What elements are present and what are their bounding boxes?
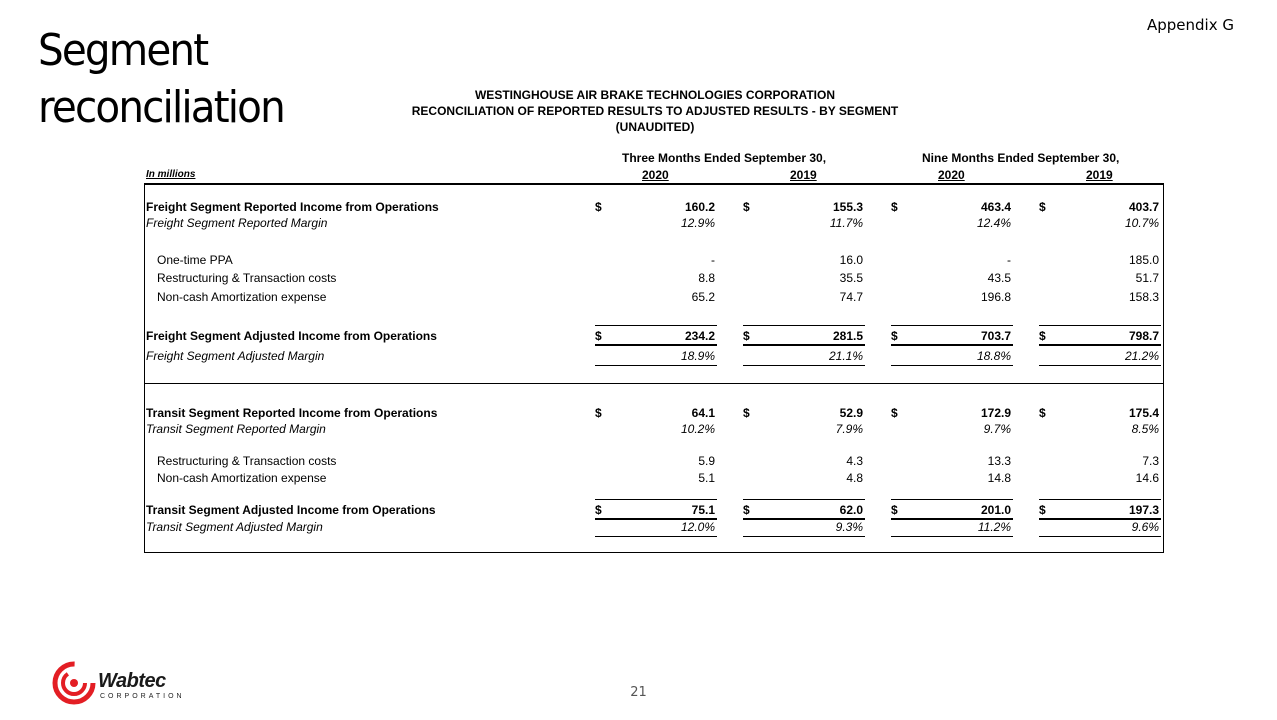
row-value: - (1007, 253, 1011, 267)
row-label: Restructuring & Transaction costs (157, 454, 337, 468)
logo-subtitle: CORPORATION (100, 693, 185, 700)
table-row (0, 329, 1277, 345)
table-frame (144, 183, 1164, 553)
currency-symbol: $ (595, 200, 602, 214)
row-value: 18.9% (680, 349, 715, 363)
table-row (0, 454, 1277, 470)
table-row (0, 503, 1277, 519)
unaudited-note: (UNAUDITED) (615, 120, 695, 134)
row-label: Transit Segment Reported Margin (146, 422, 326, 436)
row-value: 197.3 (1128, 503, 1159, 517)
year-col-2: 2019 (790, 168, 817, 182)
page-title (38, 22, 284, 136)
row-value: 11.7% (829, 216, 863, 230)
margin-underline (891, 365, 1013, 366)
table-row (0, 200, 1277, 216)
row-value: 21.1% (828, 349, 863, 363)
currency-symbol: $ (743, 503, 750, 517)
report-header (380, 87, 930, 135)
currency-symbol: $ (595, 329, 602, 343)
currency-symbol: $ (891, 503, 898, 517)
margin-underline (743, 365, 865, 366)
page-title-line1: Segment (38, 25, 208, 76)
row-value: 12.4% (976, 216, 1011, 230)
row-value: 64.1 (691, 406, 715, 420)
page-number: 21 (630, 685, 647, 700)
row-value: 463.4 (980, 200, 1011, 214)
company-name: WESTINGHOUSE AIR BRAKE TECHNOLOGIES CORPORATION (474, 88, 835, 102)
row-value: 160.2 (684, 200, 715, 214)
row-value: 35.5 (839, 271, 863, 285)
total-rule (1039, 499, 1161, 500)
row-value: 172.9 (980, 406, 1011, 420)
row-value: 12.0% (680, 520, 715, 534)
year-col-1: 2020 (642, 168, 669, 182)
total-rule (743, 325, 865, 326)
row-value: 155.3 (832, 200, 863, 214)
row-value: 7.9% (835, 422, 863, 436)
margin-underline (595, 536, 717, 537)
row-value: 11.2% (977, 520, 1011, 534)
row-value: 18.8% (976, 349, 1011, 363)
row-value: 9.6% (1131, 520, 1159, 534)
currency-symbol: $ (743, 200, 750, 214)
row-value: 51.7 (1135, 271, 1159, 285)
table-row (0, 290, 1277, 306)
row-value: 12.9% (680, 216, 715, 230)
margin-underline (1039, 365, 1161, 366)
page-title-line2: reconciliation (38, 82, 284, 133)
row-value: 14.8 (987, 471, 1011, 485)
currency-symbol: $ (595, 406, 602, 420)
total-underline (595, 344, 717, 346)
total-rule (891, 499, 1013, 500)
row-value: - (711, 253, 715, 267)
row-value: 158.3 (1128, 290, 1159, 304)
row-value: 4.3 (846, 454, 863, 468)
row-value: 234.2 (684, 329, 715, 343)
table-row (0, 422, 1277, 438)
currency-symbol: $ (1039, 329, 1046, 343)
currency-symbol: $ (891, 329, 898, 343)
row-value: 196.8 (980, 290, 1011, 304)
total-rule (891, 325, 1013, 326)
row-value: 8.5% (1131, 422, 1159, 436)
currency-symbol: $ (743, 329, 750, 343)
appendix-label: Appendix G (1147, 16, 1234, 34)
margin-underline (891, 536, 1013, 537)
table-row (0, 271, 1277, 287)
row-value: 185.0 (1128, 253, 1159, 267)
currency-symbol: $ (743, 406, 750, 420)
row-label: Non-cash Amortization expense (157, 471, 327, 485)
table-row (0, 520, 1277, 536)
row-value: 62.0 (839, 503, 863, 517)
currency-symbol: $ (891, 406, 898, 420)
units-label: In millions (146, 169, 196, 180)
table-row (0, 406, 1277, 422)
row-value: 4.8 (846, 471, 863, 485)
row-value: 7.3 (1142, 454, 1159, 468)
year-col-4: 2019 (1086, 168, 1113, 182)
row-value: 5.9 (698, 454, 715, 468)
row-label: Freight Segment Adjusted Margin (146, 349, 325, 363)
total-rule (743, 499, 865, 500)
currency-symbol: $ (1039, 503, 1046, 517)
total-underline (891, 344, 1013, 346)
table-row (0, 349, 1277, 365)
row-value: 403.7 (1128, 200, 1159, 214)
row-label: Transit Segment Reported Income from Operations (146, 406, 438, 420)
row-label: Freight Segment Adjusted Income from Operations (146, 329, 437, 343)
row-label: Restructuring & Transaction costs (157, 271, 337, 285)
row-label: Freight Segment Reported Margin (146, 216, 328, 230)
total-rule (595, 499, 717, 500)
row-value: 9.7% (983, 422, 1011, 436)
total-rule (595, 325, 717, 326)
row-value: 5.1 (698, 471, 715, 485)
report-subtitle: RECONCILIATION OF REPORTED RESULTS TO ADJUSTED RESULTS - BY SEGMENT (411, 104, 899, 118)
row-value: 14.6 (1135, 471, 1159, 485)
row-value: 13.3 (987, 454, 1011, 468)
currency-symbol: $ (1039, 406, 1046, 420)
margin-underline (1039, 536, 1161, 537)
row-value: 8.8 (698, 271, 715, 285)
row-value: 16.0 (839, 253, 863, 267)
margin-underline (743, 536, 865, 537)
period-nine-months: Nine Months Ended September 30, (922, 151, 1120, 165)
row-value: 201.0 (980, 503, 1011, 517)
currency-symbol: $ (1039, 200, 1046, 214)
row-label: Transit Segment Adjusted Margin (146, 520, 323, 534)
row-label: Non-cash Amortization expense (157, 290, 327, 304)
currency-symbol: $ (891, 200, 898, 214)
table-row (0, 216, 1277, 232)
total-rule (1039, 325, 1161, 326)
row-value: 74.7 (839, 290, 863, 304)
row-label: Transit Segment Adjusted Income from Operations (146, 503, 436, 517)
total-underline (743, 344, 865, 346)
table-row (0, 253, 1277, 269)
row-value: 9.3% (835, 520, 863, 534)
row-value: 65.2 (691, 290, 715, 304)
margin-underline (595, 365, 717, 366)
row-value: 703.7 (980, 329, 1011, 343)
row-value: 52.9 (839, 406, 863, 420)
logo-wordmark: Wabtec (98, 670, 166, 692)
row-value: 75.1 (691, 503, 715, 517)
row-label: Freight Segment Reported Income from Operations (146, 200, 439, 214)
row-label: One-time PPA (157, 253, 233, 267)
row-value: 175.4 (1128, 406, 1159, 420)
year-col-3: 2020 (938, 168, 965, 182)
period-three-months: Three Months Ended September 30, (622, 151, 827, 165)
wabtec-logo-icon (52, 661, 96, 705)
row-value: 10.2% (680, 422, 715, 436)
segment-divider (144, 383, 1164, 384)
row-value: 281.5 (832, 329, 863, 343)
currency-symbol: $ (595, 503, 602, 517)
table-row (0, 471, 1277, 487)
row-value: 10.7% (1124, 216, 1159, 230)
row-value: 21.2% (1124, 349, 1159, 363)
total-underline (1039, 344, 1161, 346)
row-value: 798.7 (1128, 329, 1159, 343)
row-value: 43.5 (987, 271, 1011, 285)
